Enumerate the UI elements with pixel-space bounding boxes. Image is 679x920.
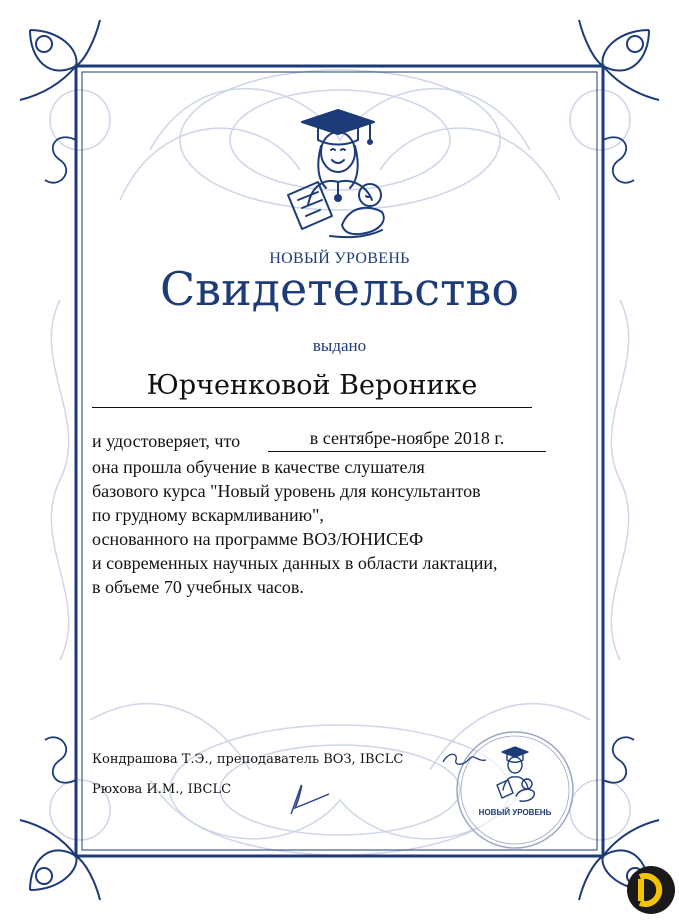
certificate-title: Свидетельство: [159, 262, 520, 316]
certify-prefix: и удостоверяет, что: [92, 431, 241, 451]
body-line: основанного на программе ВОЗ/ЮНИСЕФ: [92, 529, 424, 549]
stamp-text: НОВЫЙ УРОВЕНЬ: [478, 808, 552, 817]
signatory-kondrashova: Кондрашова Т.Э., преподаватель ВОЗ, IBCLC: [92, 752, 404, 767]
body-line: в объеме 70 учебных часов.: [92, 577, 304, 597]
organization-name: НОВЫЙ УРОВЕНЬ: [269, 250, 410, 267]
dates-underline: [268, 451, 546, 452]
body-line: и современных научных данных в области лактации,: [92, 553, 498, 573]
body-line: она прошла обучение в качестве слушателя: [92, 457, 425, 477]
signatory-ryukhova: Рюхова И.М., IBCLC: [92, 782, 232, 797]
name-underline: [92, 407, 532, 408]
signature-ryukhova: [285, 780, 335, 820]
watermark-logo-icon: [626, 865, 676, 915]
issued-label: выдано: [312, 336, 367, 355]
signature-kondrashova: [440, 748, 490, 772]
body-line: по грудному вскармливанию",: [92, 505, 324, 525]
recipient-name: Юрченковой Веронике: [146, 370, 478, 401]
body-line: базового курса "Новый уровень для консультантов: [92, 481, 481, 501]
course-dates: в сентябре-ноябре 2018 г.: [309, 428, 505, 448]
graduate-mother-logo-icon: [288, 110, 384, 237]
